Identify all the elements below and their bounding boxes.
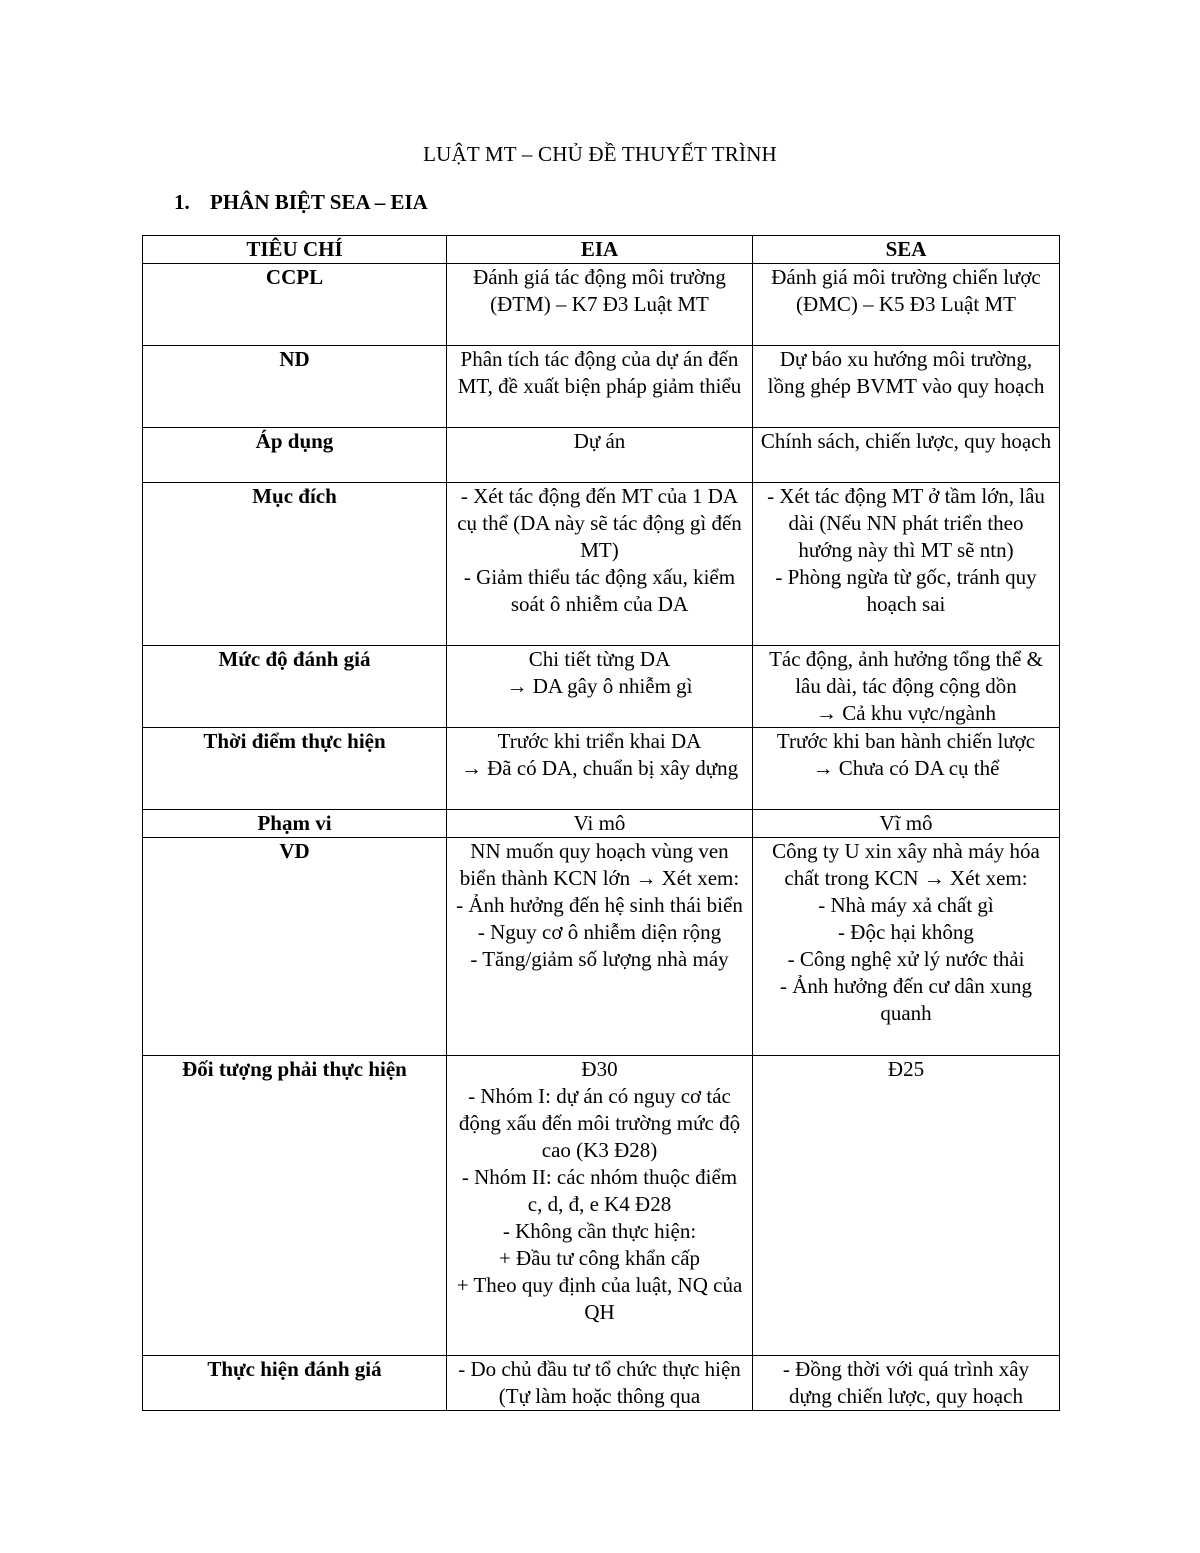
header-eia: EIA xyxy=(447,236,753,264)
eia-cell-line: - Xét tác động đến MT của 1 DA cụ thể (DA này sẽ tác động gì đến MT) xyxy=(457,484,742,562)
sea-cell xyxy=(753,1356,1060,1411)
eia-cell-line: → Đã có DA, chuẩn bị xây dựng xyxy=(460,756,739,780)
criterion-cell: Áp dụng xyxy=(143,428,447,483)
sea-cell xyxy=(753,483,1060,646)
table-row xyxy=(143,1056,1060,1356)
sea-cell-line: - Phòng ngừa từ gốc, tránh quy hoạch sai xyxy=(775,565,1037,616)
criterion-cell: ND xyxy=(143,346,447,428)
sea-cell-line: Đánh giá môi trường chiến lược (ĐMC) – K5 Đ3 Luật MT xyxy=(771,265,1041,316)
header-sea: SEA xyxy=(753,236,1060,264)
document-title: LUẬT MT – CHỦ ĐỀ THUYẾT TRÌNH xyxy=(423,142,777,166)
eia-cell-line: - Giảm thiểu tác động xấu, kiểm soát ô nhiễm của DA xyxy=(463,565,736,616)
eia-cell-line: - Ảnh hưởng đến hệ sinh thái biển xyxy=(456,893,743,917)
eia-cell-line: Đánh giá tác động môi trường (ĐTM) – K7 Đ3 Luật MT xyxy=(473,265,726,316)
eia-cell-line: Trước khi triển khai DA xyxy=(497,729,702,753)
criterion-cell: Thực hiện đánh giá xyxy=(143,1356,447,1411)
sea-cell-line: - Xét tác động MT ở tầm lớn, lâu dài (Nếu NN phát triển theo hướng này thì MT sẽ ntn) xyxy=(767,484,1045,562)
criterion-cell: Phạm vi xyxy=(143,810,447,838)
sea-cell xyxy=(753,346,1060,428)
sea-cell-line: - Ảnh hưởng đến cư dân xung quanh xyxy=(780,974,1032,1025)
eia-cell xyxy=(447,1356,753,1411)
criterion-cell: Mục đích xyxy=(143,483,447,646)
table-row xyxy=(143,483,1060,646)
sea-cell-line: - Công nghệ xử lý nước thải xyxy=(787,947,1025,971)
sea-cell xyxy=(753,1056,1060,1356)
sea-cell-line: Chính sách, chiến lược, quy hoạch xyxy=(760,429,1052,453)
sea-cell-line: Đ25 xyxy=(887,1057,925,1081)
eia-cell xyxy=(447,428,753,483)
eia-cell-line: + Theo quy định của luật, NQ của QH xyxy=(456,1273,743,1324)
eia-cell xyxy=(447,646,753,728)
eia-cell-line: Dự án xyxy=(573,429,626,453)
eia-cell-line: Đ30 xyxy=(581,1057,618,1081)
criterion-cell: Đối tượng phải thực hiện xyxy=(143,1056,447,1356)
eia-cell-line: NN muốn quy hoạch vùng ven biển thành KCN lớn → Xét xem: xyxy=(459,839,740,890)
sea-cell-line: Trước khi ban hành chiến lược xyxy=(776,729,1036,753)
section-heading xyxy=(174,190,428,215)
sea-cell xyxy=(753,264,1060,346)
section-title: PHÂN BIỆT SEA – EIA xyxy=(210,190,428,214)
table-row xyxy=(143,346,1060,428)
eia-cell xyxy=(447,838,753,1056)
sea-cell-line: → Cả khu vực/ngành xyxy=(816,701,996,725)
eia-cell xyxy=(447,1056,753,1356)
eia-cell-line: Phân tích tác động của dự án đến MT, đề xuất biện pháp giảm thiểu xyxy=(457,347,742,398)
sea-cell-line: - Đồng thời với quá trình xây dựng chiến lược, quy hoạch xyxy=(782,1357,1030,1408)
sea-cell-line: - Độc hại không xyxy=(838,920,974,944)
eia-cell-line: + Đầu tư công khẩn cấp xyxy=(498,1246,701,1270)
sea-cell xyxy=(753,810,1060,838)
eia-cell xyxy=(447,346,753,428)
table-row xyxy=(143,1356,1060,1411)
table-row xyxy=(143,838,1060,1056)
sea-cell xyxy=(753,428,1060,483)
header-criterion: TIÊU CHÍ xyxy=(143,236,447,264)
eia-cell-line: - Không cần thực hiện: xyxy=(502,1219,697,1243)
eia-cell-line: - Nguy cơ ô nhiễm diện rộng xyxy=(477,920,722,944)
eia-cell-line: Chi tiết từng DA xyxy=(528,647,671,671)
table-row xyxy=(143,810,1060,838)
criterion-cell: CCPL xyxy=(143,264,447,346)
eia-cell xyxy=(447,264,753,346)
eia-cell xyxy=(447,810,753,838)
table-header-row xyxy=(143,236,1060,264)
eia-cell-line: - Nhóm I: dự án có nguy cơ tác động xấu đến môi trường mức độ cao (K3 Đ28) xyxy=(458,1084,741,1162)
criterion-cell: VD xyxy=(143,838,447,1056)
sea-cell-line: Công ty U xin xây nhà máy hóa chất trong KCN → Xét xem: xyxy=(772,839,1040,890)
sea-cell-line: - Nhà máy xả chất gì xyxy=(818,893,994,917)
table-row xyxy=(143,646,1060,728)
eia-cell-line: Vi mô xyxy=(573,811,626,835)
sea-cell-line: Tác động, ảnh hưởng tổng thể & lâu dài, tác động cộng dồn xyxy=(769,647,1043,698)
eia-cell xyxy=(447,728,753,810)
table-row xyxy=(143,728,1060,810)
sea-cell-line: Vĩ mô xyxy=(879,811,933,835)
comparison-table xyxy=(142,235,1060,1411)
sea-cell-line: Dự báo xu hướng môi trường, lồng ghép BVMT vào quy hoạch xyxy=(767,347,1045,398)
section-number: 1. xyxy=(174,190,190,214)
eia-cell-line: → DA gây ô nhiễm gì xyxy=(506,674,693,698)
eia-cell-line: - Tăng/giảm số lượng nhà máy xyxy=(470,947,729,971)
sea-cell-line: → Chưa có DA cụ thể xyxy=(812,756,1000,780)
criterion-cell: Thời điểm thực hiện xyxy=(143,728,447,810)
table-row xyxy=(143,428,1060,483)
eia-cell-line: - Do chủ đầu tư tổ chức thực hiện (Tự làm hoặc thông qua xyxy=(458,1357,741,1408)
sea-cell xyxy=(753,838,1060,1056)
sea-cell xyxy=(753,728,1060,810)
table-row xyxy=(143,264,1060,346)
sea-cell xyxy=(753,646,1060,728)
eia-cell xyxy=(447,483,753,646)
eia-cell-line: - Nhóm II: các nhóm thuộc điểm c, d, đ, e K4 Đ28 xyxy=(461,1165,738,1216)
criterion-cell: Mức độ đánh giá xyxy=(143,646,447,728)
